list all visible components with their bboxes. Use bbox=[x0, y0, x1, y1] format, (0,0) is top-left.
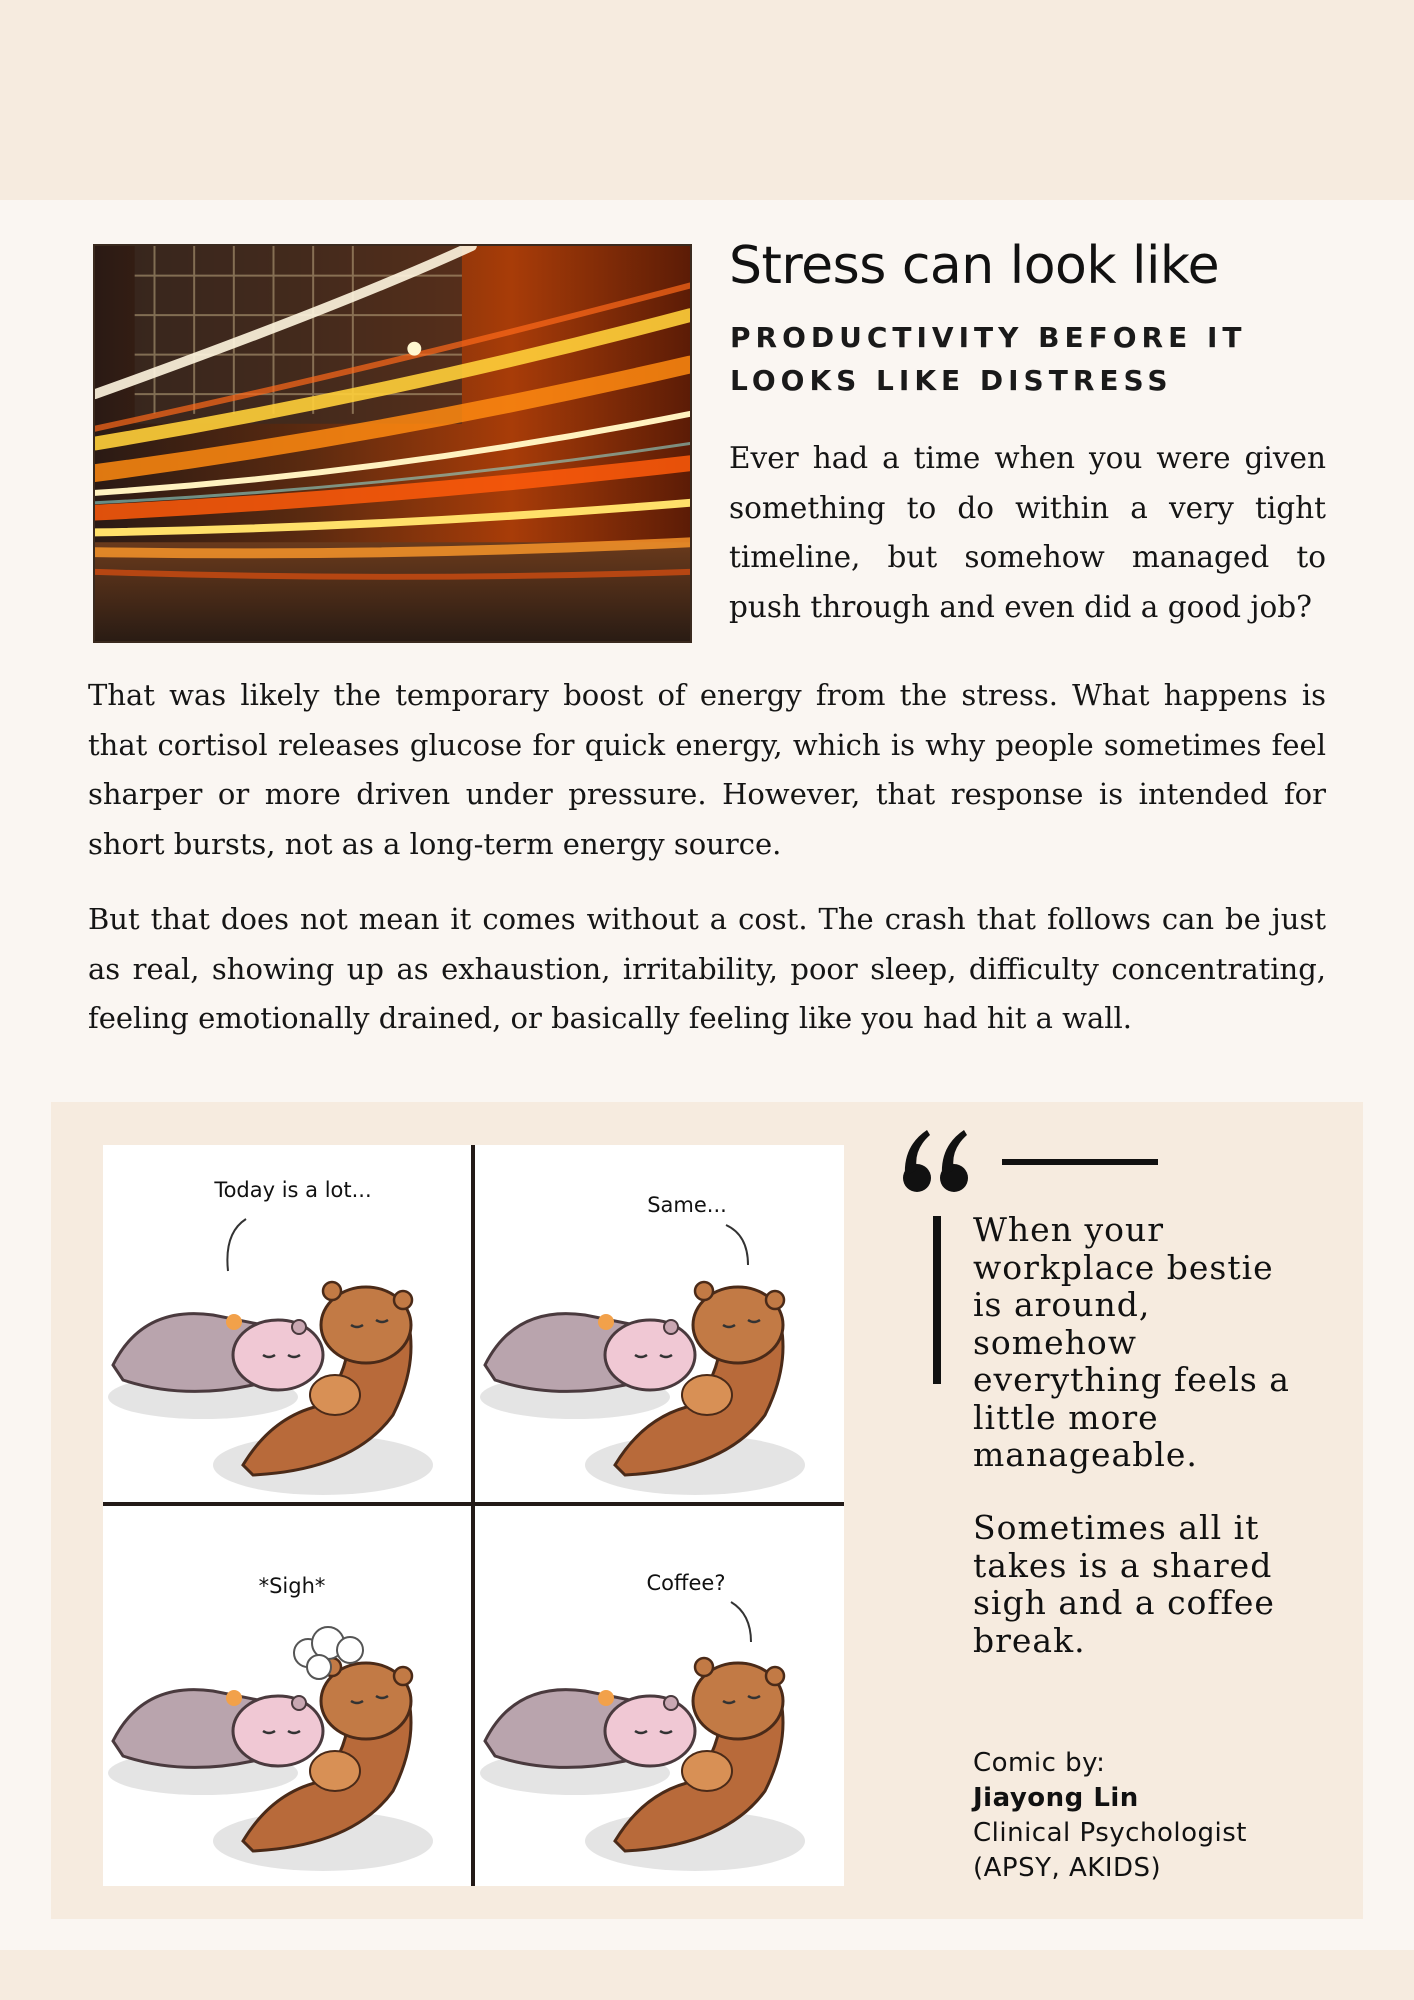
subtitle-line: LOOKS LIKE DISTRESS bbox=[730, 364, 1173, 397]
comic-credit bbox=[973, 1746, 1247, 1886]
otter-comic bbox=[103, 1145, 844, 1886]
credit-label: Comic by: bbox=[973, 1748, 1106, 1778]
body-paragraph-2: But that does not mean it comes without a cost. The crash that follows can be just as real, showing up as exhaustion, irritability, poor sleep, difficulty concentrating, feeling emotionally drained, or basically feeling like you had hit a wall. bbox=[88, 902, 1326, 1035]
page-subtitle bbox=[730, 316, 1290, 402]
comic-bubble-4: Coffee? bbox=[646, 1571, 726, 1595]
top-band bbox=[0, 0, 1414, 200]
credit-name: Jiayong Lin bbox=[973, 1783, 1139, 1813]
quote-icon bbox=[897, 1110, 977, 1210]
pull-quote: When your workplace bestie is around, somehow everything feels a little more manageable. bbox=[973, 1210, 1290, 1474]
pull-quote-2: Sometimes all it takes is a shared sigh and a coffee break. bbox=[973, 1508, 1275, 1660]
city-light-trails-photo bbox=[93, 244, 692, 643]
quote-rule bbox=[1002, 1159, 1158, 1165]
comic-bubble-3: *Sigh* bbox=[258, 1574, 326, 1598]
credit-role: Clinical Psychologist bbox=[973, 1818, 1247, 1848]
comic-bubble-2: Same... bbox=[647, 1193, 727, 1217]
body-paragraph-1: That was likely the temporary boost of energy from the stress. What happens is that cortisol releases glucose for quick energy, which is why people sometimes feel sharper or more driven under pressure. However, that response is intended for short bursts, not as a long-term energy source. bbox=[88, 678, 1326, 861]
bottom-band bbox=[0, 1950, 1414, 2000]
page-title: Stress can look like bbox=[729, 236, 1220, 296]
subtitle-line: PRODUCTIVITY BEFORE IT bbox=[730, 321, 1247, 354]
credit-affiliation: (APSY, AKIDS) bbox=[973, 1853, 1162, 1883]
quote-bar bbox=[933, 1216, 941, 1384]
intro-paragraph: Ever had a time when you were given something to do within a very tight timeline, but somehow managed to push through and even did a good job? bbox=[729, 441, 1326, 624]
comic-bubble-1: Today is a lot... bbox=[214, 1178, 372, 1202]
